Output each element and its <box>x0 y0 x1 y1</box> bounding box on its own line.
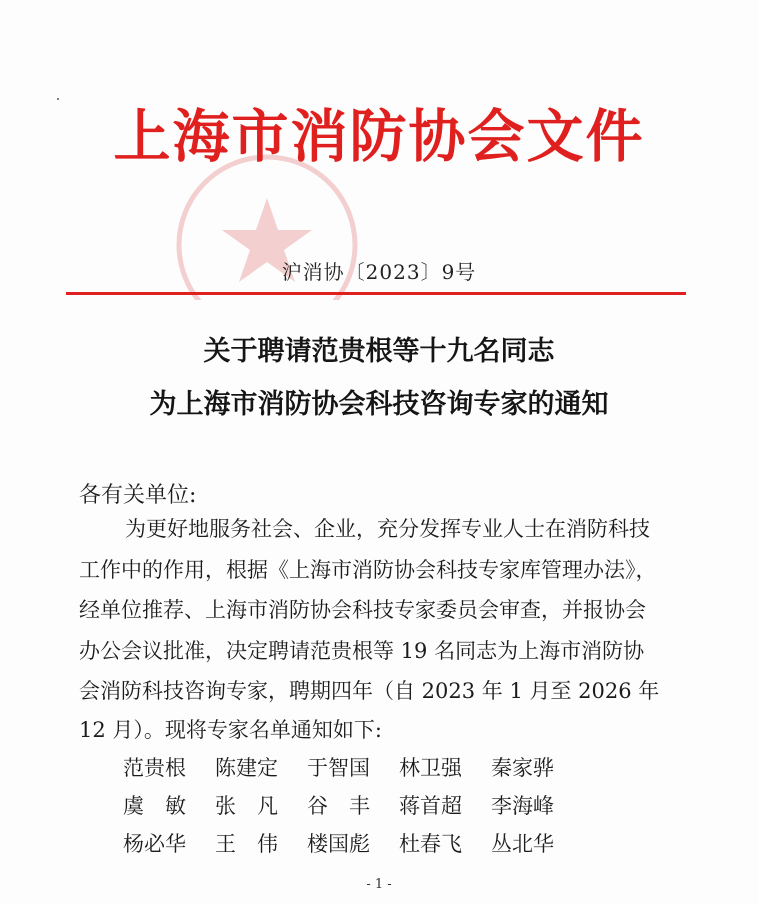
expert-name: 杨必华 <box>123 832 186 856</box>
expert-name: 于智国 <box>307 756 370 780</box>
expert-name: 蒋首超 <box>399 794 462 818</box>
expert-name: 谷 丰 <box>307 794 370 818</box>
expert-name: 楼国彪 <box>307 832 370 856</box>
page-number: - 1 - <box>366 877 392 892</box>
body-paragraph-line: 工作中的作用，根据《上海市消防协会科技专家库管理办法》， <box>79 558 657 582</box>
expert-name: 张 凡 <box>215 794 278 818</box>
notice-title-line-2: 为上海市消防协会科技咨询专家的通知 <box>149 389 609 420</box>
body-paragraph-line: 12 月）。现将专家名单通知如下: <box>79 718 382 742</box>
body-paragraph-line: 为更好地服务社会、企业，充分发挥专业人士在消防科技 <box>125 517 650 541</box>
expert-name: 丛北华 <box>491 832 554 856</box>
expert-name: 虞 敏 <box>123 794 186 818</box>
expert-name: 李海峰 <box>491 794 554 818</box>
body-paragraph-line: 会消防科技咨询专家，聘期四年（自 2023 年 1 月至 2026 年 <box>79 679 660 703</box>
notice-title-line-1: 关于聘请范贵根等十九名同志 <box>203 336 555 367</box>
body-paragraph-line: 办公会议批准，决定聘请范贵根等 19 名同志为上海市消防协 <box>79 639 645 663</box>
expert-name: 秦家骅 <box>491 756 554 780</box>
expert-name: 王 伟 <box>215 832 278 856</box>
expert-name: 杜春飞 <box>399 832 462 856</box>
expert-name: 陈建定 <box>215 756 278 780</box>
document-masthead: 上海市消防协会文件 <box>113 103 645 170</box>
expert-name: 林卫强 <box>399 756 462 780</box>
masthead-divider <box>66 292 686 295</box>
expert-name-row <box>123 758 583 779</box>
scan-speck <box>57 98 59 100</box>
document-number: 沪消协〔2023〕9号 <box>281 260 477 284</box>
body-paragraph-line: 经单位推荐、上海市消防协会科技专家委员会审查，并报协会 <box>79 598 646 622</box>
expert-name: 范贵根 <box>123 756 186 780</box>
salutation: 各有关单位: <box>79 483 197 508</box>
expert-name-row <box>123 834 583 855</box>
expert-name-row <box>123 796 583 817</box>
